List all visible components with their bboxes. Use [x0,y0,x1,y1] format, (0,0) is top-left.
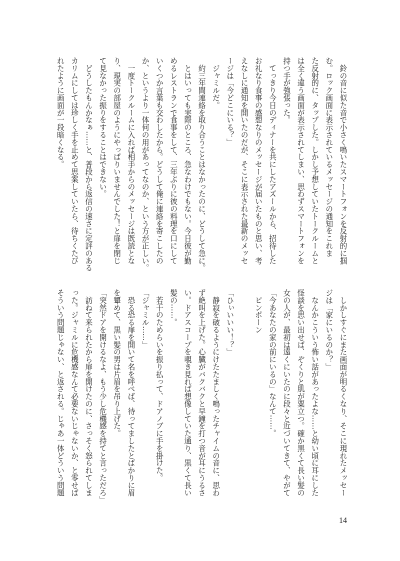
text-line: とはいっても実際のところ、急なわけでもない。今日彼が勤 [183,57,193,265]
text-line: 持つ手が強張った。 [282,57,292,124]
text-line: 静寂を破るようにけたたましく鳴ったチャイムの音に、思わ [211,289,221,497]
text-line: 髪の……。 [169,289,179,326]
text-line: を顰めて、黒い髪の男は片眉を吊り上げた。 [112,289,122,437]
text-line: て見なかった振りをすることはできない。 [98,57,108,198]
text-line: 訪ねて来られたから扉を開けたのに、さっそく怒られてしま [84,289,94,497]
text-line: どうしたもんかなぁ……と、普段から返信の速さに定評のある [84,57,94,272]
text-line: ず絶叫を上げた。心臓がバクバクと早鐘を打つ音が耳にうるさ [197,289,207,497]
text-line: 「ひぃいいい！？」 [225,289,235,356]
text-line: 女の人が、最初は遠くにいたのに段々と近づいてきて、やがて [282,289,292,497]
upper-text-block [53,57,350,272]
text-line: 鈴の音に似た音で小さく鳴いたスマートフォンを反射的に掴 [339,57,348,265]
text-line: ピンポーン [254,289,264,334]
text-line: む。ロック画面に表示されているメッセージの通知をこれま [324,57,334,257]
text-line: 怪談を思い出せば、ぞくりと肌が粟立つ。確か黒くて長い髪の [296,289,306,497]
text-line: カリムにしては珍しく手を止めて思案していたら、待ちくたび [70,57,80,265]
text-line: しかしすぐにまた画面が明るくなり、そこに現れたメッセー [339,289,348,497]
lower-text-block [53,289,350,504]
text-line: なんかこういう怖い話があったよな……と幼い頃に耳にした [310,289,320,497]
text-line: お礼なり食事の感想なりのメッセージが届いたものと思い、考 [254,57,264,265]
text-line: そういう問題じゃない、と返される。じゃあ一体どういう問題 [56,289,66,497]
text-line: ージは「今どこにいる？」 [225,57,235,146]
text-line: は全く違う画面が表示されてしまい、思わずスマートフォンを [296,57,306,265]
text-line: ジャミルだ。 [211,57,221,109]
text-line: た反射的に、タップした。しかし予想していたトークルームと [310,57,320,265]
text-line: 若干のためらいを振り払って、ドアノブに手を掛けた。 [155,289,165,482]
text-line: か、というより一体何の用があってなのか、という方が正しい。 [141,57,151,272]
text-line: い。ドアスコープを覗き見れば想像していた通り、黒くて長い [183,289,193,497]
text-line: 約三年間連絡を取り合うことはなかったのに、どうして急に。 [197,57,207,272]
text-line: 「ジャミル……」 [141,289,151,349]
text-line: った。ジャミルに危機感なんて必要ないじゃないか、と零せば [70,289,80,497]
text-line: えなしに通知を開いたのだが、そこに表示された最新のメッセ [240,57,250,265]
text-line: 「今あなたの家の前にいるの」なんて……。 [268,289,278,437]
text-line: れたように画面が一段暗くなる。 [56,57,66,168]
page-number: 14 [339,516,347,525]
text-line: 「突然ドアを開けるなよ、もう少し危機感を持てと言っただろ」 [98,289,108,504]
text-line: てっきり今日のディナーを共にしたアズールから、招待した [268,57,278,265]
text-line: めるレストランで食事をして、三年ぶりに彼の料理を口にして [169,57,179,265]
text-line: り、現実の部屋のようにやっぱりいませんでした！と扉を閉じ [112,57,122,265]
text-line: 恐る恐る扉を開いて名を呼べば、待ってましたとばかりに眉 [126,289,136,497]
text-line: ジは「家にいるのか？」 [324,289,334,371]
text-line: いくつか言葉も交わしたから。どうして俺に連絡を寄こしたの [155,57,165,265]
text-line [237,289,251,499]
text-line: 一度トークルームに入れば相手からのメッセージは既読とな [126,57,136,265]
